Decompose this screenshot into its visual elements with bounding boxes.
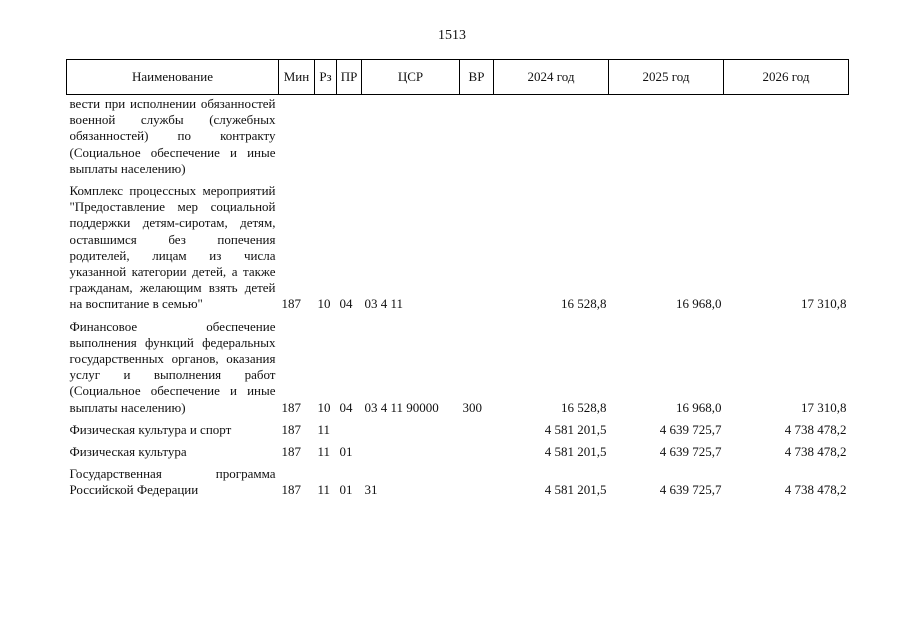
row-2025: 16 968,0 bbox=[676, 296, 722, 312]
row-2026: 4 738 478,2 bbox=[784, 482, 847, 498]
row-name: Комплекс процессных мероприятий "Предоставление мер социальной поддержки детям-сиротам, детям, оставшимся без попечения родителей, лицам из числа указанной категории детей, а также гражданам, желающим взять детей на воспитание в семью" bbox=[69, 183, 276, 312]
row-vr bbox=[460, 460, 494, 498]
row-pr: 01 bbox=[339, 482, 353, 498]
row-name: Финансовое обеспечение выполнения функций федеральных государственных органов, оказания услуг и выполнения работ (Социальное обеспечение и иные выплаты населению) bbox=[69, 318, 276, 415]
table-row bbox=[67, 460, 849, 498]
row-name: Физическая культура bbox=[69, 444, 187, 460]
row-pr bbox=[337, 416, 362, 438]
table-header bbox=[67, 60, 849, 95]
row-2025: 4 639 725,7 bbox=[659, 444, 722, 460]
row-2026: 17 310,8 bbox=[801, 296, 847, 312]
row-2026: 17 310,8 bbox=[801, 399, 847, 415]
row-rz: 10 bbox=[317, 296, 331, 312]
row-csr bbox=[362, 95, 460, 178]
row-rz: 11 bbox=[317, 421, 331, 437]
table-row bbox=[67, 416, 849, 438]
row-csr: 03 4 11 90000 bbox=[364, 399, 439, 415]
row-name: Физическая культура и спорт bbox=[69, 421, 232, 437]
budget-table bbox=[66, 59, 849, 499]
row-2025: 16 968,0 bbox=[676, 399, 722, 415]
row-csr bbox=[362, 416, 460, 438]
header-min: Мин bbox=[279, 60, 315, 95]
table-row bbox=[67, 313, 849, 416]
row-2026 bbox=[724, 95, 849, 178]
header-rz: Рз bbox=[315, 60, 337, 95]
row-rz: 11 bbox=[317, 444, 331, 460]
table-row bbox=[67, 95, 849, 178]
row-2026: 4 738 478,2 bbox=[784, 421, 847, 437]
row-min: 187 bbox=[281, 444, 301, 460]
row-2024: 16 528,8 bbox=[561, 399, 607, 415]
header-2024: 2024 год bbox=[494, 60, 609, 95]
header-vr: ВР bbox=[460, 60, 494, 95]
row-rz: 11 bbox=[317, 482, 331, 498]
row-vr bbox=[460, 95, 494, 178]
row-min: 187 bbox=[281, 421, 301, 437]
row-vr bbox=[460, 177, 494, 313]
row-2025 bbox=[609, 95, 724, 178]
table-row bbox=[67, 438, 849, 460]
page-number: 1513 bbox=[438, 28, 466, 43]
row-2024: 4 581 201,5 bbox=[544, 421, 607, 437]
row-2025: 4 639 725,7 bbox=[659, 421, 722, 437]
row-pr: 01 bbox=[339, 444, 353, 460]
row-rz: 10 bbox=[317, 399, 331, 415]
row-name: Государственная программа Российской Федерации bbox=[69, 466, 276, 498]
header-name: Наименование bbox=[67, 60, 279, 95]
row-min: 187 bbox=[281, 296, 301, 312]
row-vr: 300 bbox=[462, 399, 482, 415]
row-min: 187 bbox=[281, 482, 301, 498]
row-2025: 4 639 725,7 bbox=[659, 482, 722, 498]
row-pr: 04 bbox=[339, 296, 353, 312]
row-csr bbox=[362, 438, 460, 460]
row-name: вести при исполнении обязанностей военной службы (служебных обязанностей) по контракту (Социальное обеспечение и иные выплаты населению) bbox=[69, 96, 276, 176]
row-pr bbox=[337, 95, 362, 178]
row-vr bbox=[460, 416, 494, 438]
header-2026: 2026 год bbox=[724, 60, 849, 95]
row-2024 bbox=[494, 95, 609, 178]
table-row bbox=[67, 177, 849, 313]
row-2024: 4 581 201,5 bbox=[544, 482, 607, 498]
header-2025: 2025 год bbox=[609, 60, 724, 95]
row-vr bbox=[460, 438, 494, 460]
row-csr: 03 4 11 bbox=[364, 296, 404, 312]
header-csr: ЦСР bbox=[362, 60, 460, 95]
row-rz bbox=[315, 95, 337, 178]
row-2024: 16 528,8 bbox=[561, 296, 607, 312]
row-2024: 4 581 201,5 bbox=[544, 444, 607, 460]
header-pr: ПР bbox=[337, 60, 362, 95]
row-csr: 31 bbox=[364, 482, 378, 498]
row-pr: 04 bbox=[339, 399, 353, 415]
row-min bbox=[279, 95, 315, 178]
row-2026: 4 738 478,2 bbox=[784, 444, 847, 460]
row-min: 187 bbox=[281, 399, 301, 415]
